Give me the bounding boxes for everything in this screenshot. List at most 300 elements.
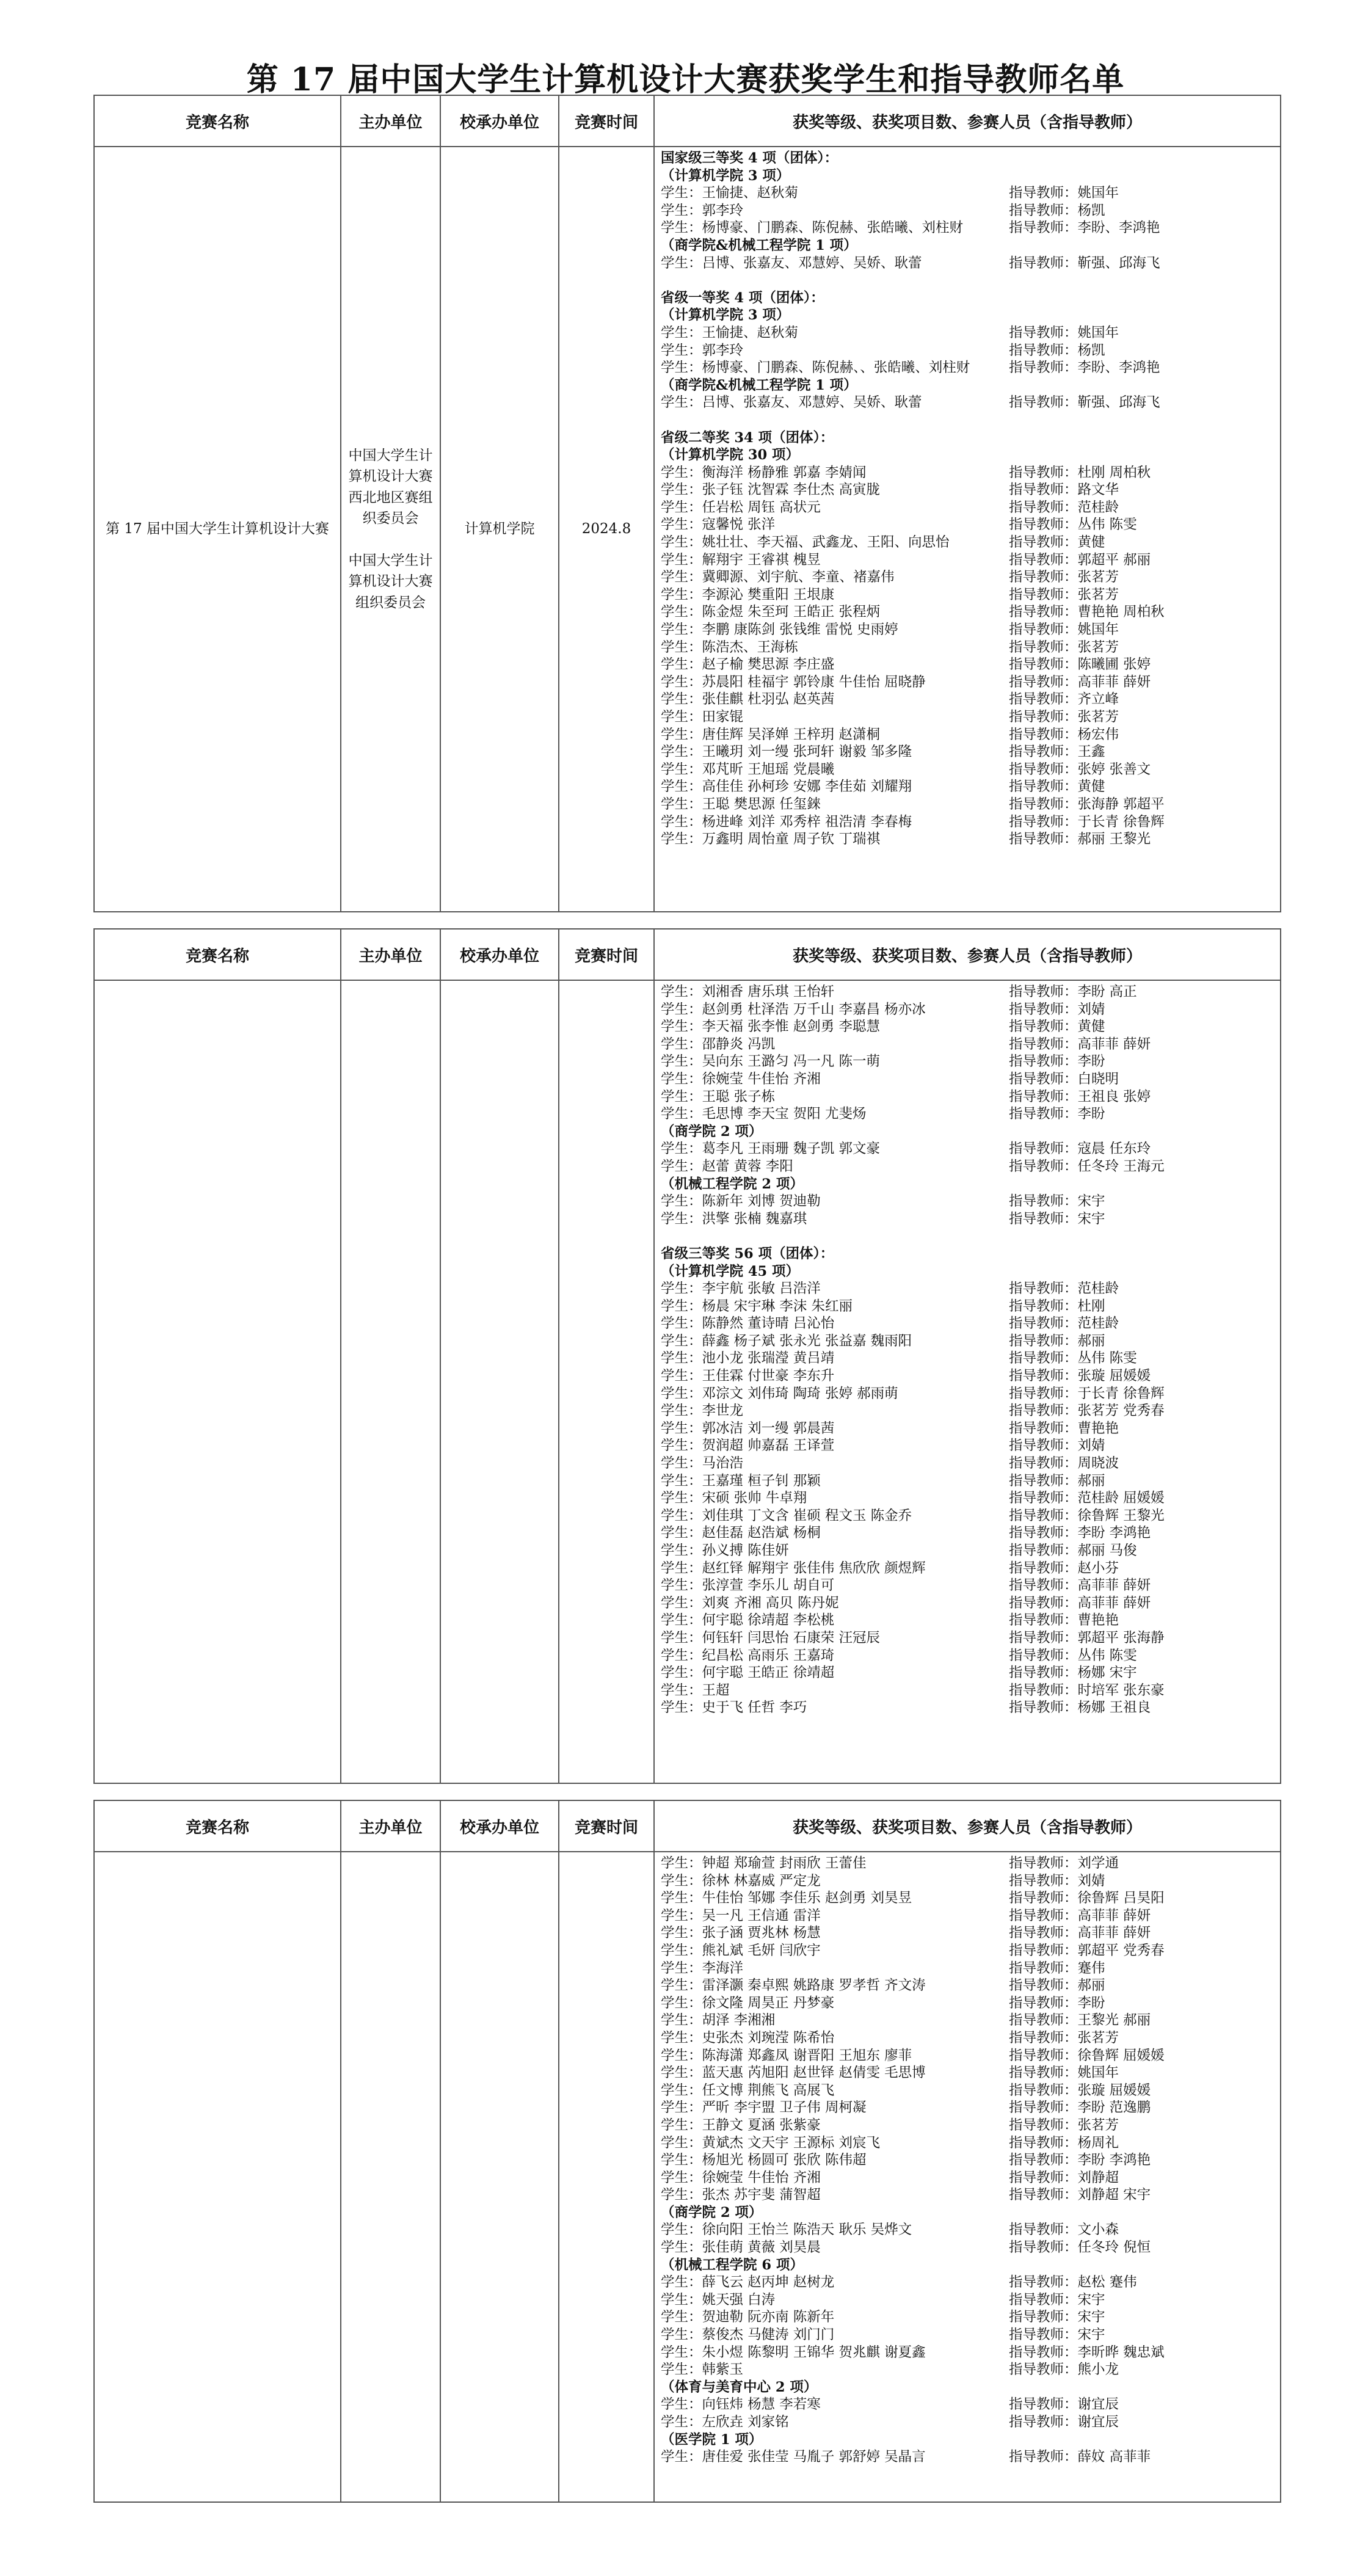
instructors: 指导教师：刘婧 xyxy=(1009,1438,1105,1454)
instructors: 指导教师：李昕晔 魏忠斌 xyxy=(1009,2344,1165,2360)
students: 学生：向钰炜 杨慧 李若寒 xyxy=(661,2396,821,2413)
students: 学生：张杰 苏宇斐 蒲智超 xyxy=(661,2187,821,2203)
instructors: 指导教师：刘婧 xyxy=(1009,1872,1105,1889)
students: 学生：郭冰洁 刘一缦 郭晨茜 xyxy=(661,1420,835,1436)
list-item xyxy=(661,1437,1274,1455)
list-item xyxy=(661,1350,1274,1367)
award-group-heading: （计算机学院 3 项） xyxy=(661,307,790,324)
students: 学生：张佳萌 黄薇 刘昊晨 xyxy=(661,2239,821,2256)
list-item xyxy=(661,1472,1274,1490)
students: 学生：赵剑勇 杜泽浩 万千山 李嘉昌 杨亦冰 xyxy=(661,1001,926,1017)
list-item xyxy=(661,1682,1274,1700)
list-item xyxy=(661,743,1274,761)
instructors: 指导教师：姚国年 xyxy=(1009,2065,1119,2081)
students: 学生：徐文隆 周昊正 丹梦豪 xyxy=(661,1995,835,2011)
instructors: 指导教师：李盼 范逸鹏 xyxy=(1009,2100,1151,2116)
list-item xyxy=(661,796,1274,813)
instructors: 指导教师：赵松 蹇伟 xyxy=(1009,2274,1137,2291)
host-unit: 计算机学院 xyxy=(440,147,559,912)
students: 学生：陈新年 刘博 贺迪勒 xyxy=(661,1193,821,1210)
students: 学生：刘佳琪 丁文含 崔硕 程文玉 陈金乔 xyxy=(661,1507,912,1524)
list-item xyxy=(661,219,1274,237)
students: 学生：杨进峰 刘洋 邓秀梓 祖浩清 李春梅 xyxy=(661,813,912,830)
list-item xyxy=(661,1402,1274,1420)
list-item xyxy=(661,831,1274,848)
students: 学生：唐佳辉 吴泽婵 王梓玥 赵潇桐 xyxy=(661,726,880,743)
table-header-row xyxy=(94,1800,1281,1852)
students: 学生：贺润超 帅嘉磊 王译萱 xyxy=(661,1438,835,1454)
list-item xyxy=(661,983,1274,1001)
list-item xyxy=(661,1385,1274,1403)
table-header-row xyxy=(94,929,1281,980)
instructors: 指导教师：齐立峰 xyxy=(1009,691,1119,708)
students: 学生：蔡俊杰 马健涛 刘门门 xyxy=(661,2327,835,2343)
list-item xyxy=(661,1333,1274,1350)
students: 学生：王佳霖 付世豪 李东升 xyxy=(661,1368,835,1384)
list-item xyxy=(661,2012,1274,2029)
list-item xyxy=(661,499,1274,517)
list-item xyxy=(661,1977,1274,1995)
list-item xyxy=(661,184,1274,202)
instructors: 指导教师：张茗芳 xyxy=(1009,569,1119,586)
students: 学生：杨博豪、门鹏森、陈倪赫、张皓曦、刘柱财 xyxy=(661,220,964,236)
students: 学生：左欣垚 刘家铭 xyxy=(661,2414,789,2430)
students: 学生：张淳萱 李乐儿 胡自可 xyxy=(661,1577,835,1594)
students: 学生：薛飞云 赵丙坤 赵树龙 xyxy=(661,2274,835,2291)
instructors: 指导教师：郭超平 郝丽 xyxy=(1009,551,1151,568)
list-item xyxy=(661,534,1274,551)
instructors: 指导教师：谢宜辰 xyxy=(1009,2414,1119,2430)
instructors: 指导教师：黄健 xyxy=(1009,534,1105,551)
students: 学生：寇馨悦 张洋 xyxy=(661,517,776,533)
list-item xyxy=(661,813,1274,831)
students: 学生：池小龙 张瑞瀅 黄吕靖 xyxy=(661,1350,835,1367)
instructors: 指导教师：杨娜 宋宇 xyxy=(1009,1665,1137,1681)
instructors: 指导教师：高菲菲 薛妍 xyxy=(1009,1577,1151,1594)
list-item xyxy=(661,1210,1274,1228)
students: 学生：李世龙 xyxy=(661,1403,744,1419)
award-details xyxy=(654,147,1281,912)
instructors: 指导教师：宋宇 xyxy=(1009,2327,1105,2343)
list-item xyxy=(661,2291,1274,2309)
list-item xyxy=(661,202,1274,220)
instructors: 指导教师：李盼 高正 xyxy=(1009,984,1137,1000)
instructors: 指导教师：刘静超 xyxy=(1009,2169,1119,2186)
instructors: 指导教师：任冬玲 倪恒 xyxy=(1009,2239,1151,2256)
competition-name: 第 17 届中国大学生计算机设计大赛 xyxy=(94,147,341,912)
list-item xyxy=(661,1193,1274,1210)
list-item xyxy=(661,324,1274,342)
list-item xyxy=(661,708,1274,726)
students: 学生：王聪 樊思源 任玺錸 xyxy=(661,796,821,812)
instructors: 指导教师：宋宇 xyxy=(1009,2291,1105,2308)
list-item xyxy=(661,1960,1274,1977)
list-item xyxy=(661,1036,1274,1053)
list-item xyxy=(661,2344,1274,2362)
list-item xyxy=(661,1577,1274,1595)
instructors: 指导教师：丛伟 陈雯 xyxy=(1009,517,1137,533)
award-group-heading: 省级二等奖 34 项（团体）： xyxy=(661,429,834,446)
instructors: 指导教师：李盼、李鸿艳 xyxy=(1009,220,1160,236)
award-group-heading: 国家级三等奖 4 项（团体）： xyxy=(661,150,838,166)
students: 学生：史张杰 刘琬滢 陈希怡 xyxy=(661,2029,835,2046)
students: 学生：徐向阳 王怡兰 陈浩天 耿乐 吴烨文 xyxy=(661,2222,912,2238)
header-competition-name: 竞赛名称 xyxy=(94,1800,341,1852)
organizer-national: 中国大学生计算机设计大赛组织委员会 xyxy=(348,552,433,611)
award-group-heading: （商学院 2 项） xyxy=(661,2204,763,2221)
students: 学生：葛李凡 王雨珊 魏子凯 郭文豪 xyxy=(661,1141,880,1157)
instructors: 指导教师：宋宇 xyxy=(1009,2309,1105,2326)
instructors: 指导教师：张婷 张善文 xyxy=(1009,761,1151,777)
instructors: 指导教师：范桂龄 屈媛媛 xyxy=(1009,1490,1165,1507)
instructors: 指导教师：徐鲁辉 吕昊阳 xyxy=(1009,1890,1165,1907)
list-item xyxy=(661,1455,1274,1472)
students: 学生：张子钰 沈智霖 李仕杰 高寅胧 xyxy=(661,482,880,498)
instructors: 指导教师：范桂龄 xyxy=(1009,1315,1119,1332)
list-item xyxy=(661,1420,1274,1438)
instructors: 指导教师：刘学通 xyxy=(1009,1855,1119,1871)
students: 学生：吕博、张嘉友、邓慧婷、吴娇、耿蕾 xyxy=(661,255,922,271)
list-item xyxy=(661,481,1274,499)
organizer-cell xyxy=(341,147,440,912)
students: 学生：马治浩 xyxy=(661,1455,744,1472)
list-item xyxy=(661,621,1274,639)
list-item xyxy=(661,2414,1274,2431)
students: 学生：刘爽 齐湘 高贝 陈丹妮 xyxy=(661,1595,839,1611)
instructors: 指导教师：张茗芳 xyxy=(1009,2029,1119,2046)
students: 学生：史于飞 任哲 李巧 xyxy=(661,1700,807,1716)
instructors: 指导教师：高菲菲 薛妍 xyxy=(1009,1036,1151,1052)
list-item xyxy=(661,1140,1274,1158)
students: 学生：郭李玲 xyxy=(661,202,744,219)
list-item xyxy=(661,2309,1274,2326)
students: 学生：陈海潇 郑鑫凤 谢晋阳 王旭东 廖菲 xyxy=(661,2047,912,2064)
instructors: 指导教师：刘婧 xyxy=(1009,1001,1105,1017)
students: 学生：万鑫明 周怡童 周子钦 丁瑞祺 xyxy=(661,831,880,848)
students: 学生：吴向东 王潞匀 冯一凡 陈一萌 xyxy=(661,1053,880,1070)
students: 学生：黄斌杰 文天宇 王源标 刘宸飞 xyxy=(661,2134,880,2151)
award-table-page-1 xyxy=(93,95,1281,912)
list-item xyxy=(661,1088,1274,1106)
instructors: 指导教师：黄健 xyxy=(1009,779,1105,795)
students: 学生：钟超 郑瑜萱 封雨欣 王蕾佳 xyxy=(661,1855,867,1871)
instructors: 指导教师：王黎光 郝丽 xyxy=(1009,2012,1151,2029)
instructors: 指导教师：高菲菲 薛妍 xyxy=(1009,1907,1151,1924)
instructors: 指导教师：姚国年 xyxy=(1009,622,1119,638)
award-group-heading: （计算机学院 30 项） xyxy=(661,447,799,464)
list-item xyxy=(661,1542,1274,1560)
list-item xyxy=(661,726,1274,744)
instructors: 指导教师：郝丽 xyxy=(1009,1977,1105,1994)
students: 学生：赵红铎 解翔宇 张佳伟 焦欣欣 颜煜辉 xyxy=(661,1560,926,1576)
instructors: 指导教师：李盼 xyxy=(1009,1106,1105,1122)
award-table-page-3 xyxy=(93,1800,1281,2503)
list-item xyxy=(661,394,1274,412)
instructors: 指导教师：范桂龄 xyxy=(1009,1281,1119,1297)
award-group-heading: （机械工程学院 2 项） xyxy=(661,1176,804,1192)
students: 学生：何宇聪 徐靖超 李松桃 xyxy=(661,1612,835,1629)
instructors: 指导教师：张海静 郭超平 xyxy=(1009,796,1165,812)
students: 学生：吕博、张嘉友、邓慧婷、吴娇、耿蕾 xyxy=(661,395,922,411)
students: 学生：何宇聪 王皓正 徐靖超 xyxy=(661,1665,835,1681)
header-award-details: 获奖等级、获奖项目数、参赛人员（含指导教师） xyxy=(654,929,1281,980)
header-host-unit: 校承办单位 xyxy=(440,95,559,147)
instructors: 指导教师：郭超平 党秀春 xyxy=(1009,1942,1165,1959)
table-header-row xyxy=(94,95,1281,147)
students: 学生：邓淙文 刘伟琦 陶琦 张婷 郝雨萌 xyxy=(661,1385,898,1402)
list-item xyxy=(661,691,1274,708)
header-host-unit: 校承办单位 xyxy=(440,929,559,980)
list-item xyxy=(661,2064,1274,2082)
students: 学生：吴一凡 王信通 雷洋 xyxy=(661,1907,821,1924)
instructors: 指导教师：陈曦圃 张婷 xyxy=(1009,657,1151,673)
students: 学生：衡海洋 杨静雅 郭嘉 李婧闻 xyxy=(661,464,867,481)
list-item xyxy=(661,551,1274,569)
students: 学生：陈金煜 朱至珂 王皓正 张程炳 xyxy=(661,604,880,620)
students: 学生：王静文 夏涵 张紫豪 xyxy=(661,2117,821,2133)
students: 学生：李源沁 樊重阳 王垠康 xyxy=(661,586,835,603)
students: 学生：姚天强 白涛 xyxy=(661,2291,776,2308)
instructors: 指导教师：于长青 徐鲁辉 xyxy=(1009,813,1165,830)
list-item xyxy=(661,2099,1274,2117)
instructors: 指导教师：宋宇 xyxy=(1009,1210,1105,1227)
instructors: 指导教师：张茗芳 xyxy=(1009,709,1119,725)
instructors: 指导教师：蹇伟 xyxy=(1009,1960,1105,1976)
students: 学生：毛思博 李天宝 贺阳 尤斐炀 xyxy=(661,1106,867,1122)
list-item xyxy=(661,1071,1274,1088)
header-time: 竞赛时间 xyxy=(559,1800,654,1852)
instructors: 指导教师：姚国年 xyxy=(1009,185,1119,202)
students: 学生：孙义搏 陈佳妍 xyxy=(661,1543,789,1559)
list-item xyxy=(661,1924,1274,1942)
instructors: 指导教师：徐鲁辉 屈媛媛 xyxy=(1009,2047,1165,2064)
spacer xyxy=(661,272,1274,289)
instructors: 指导教师：郭超平 张海静 xyxy=(1009,1629,1165,1646)
list-item xyxy=(661,1629,1274,1647)
list-item xyxy=(661,1315,1274,1333)
header-award-details: 获奖等级、获奖项目数、参赛人员（含指导教师） xyxy=(654,1800,1281,1852)
students: 学生：陈浩杰、王海栋 xyxy=(661,639,799,655)
list-item xyxy=(661,2326,1274,2344)
page-title: 第 17 届中国大学生计算机设计大赛获奖学生和指导教师名单 xyxy=(246,61,1125,98)
students: 学生：李天福 张李惟 赵剑勇 李聪慧 xyxy=(661,1019,880,1035)
list-item xyxy=(661,1699,1274,1717)
instructors: 指导教师：任冬玲 王海元 xyxy=(1009,1158,1165,1174)
students: 学生：贺迪勒 阮亦南 陈新年 xyxy=(661,2309,835,2326)
students: 学生：赵佳磊 赵浩斌 杨桐 xyxy=(661,1525,821,1541)
list-item xyxy=(661,1612,1274,1629)
students: 学生：何钰轩 闫思怡 石康荣 汪冠辰 xyxy=(661,1629,880,1646)
instructors: 指导教师：张璇 屈媛媛 xyxy=(1009,2082,1151,2098)
list-item xyxy=(661,1507,1274,1525)
instructors: 指导教师：赵小芬 xyxy=(1009,1560,1119,1576)
instructors: 指导教师：王鑫 xyxy=(1009,744,1105,760)
list-item xyxy=(661,1995,1274,2012)
instructors: 指导教师：曹艳艳 xyxy=(1009,1420,1119,1436)
award-details xyxy=(654,1852,1281,2502)
list-item xyxy=(661,1872,1274,1890)
instructors: 指导教师：郝丽 马俊 xyxy=(1009,1543,1137,1559)
list-item xyxy=(661,603,1274,621)
list-item xyxy=(661,1280,1274,1298)
list-item xyxy=(661,359,1274,377)
list-item xyxy=(661,1367,1274,1385)
students: 学生：徐婉莹 牛佳怡 齐湘 xyxy=(661,1071,821,1087)
instructors: 指导教师：杨宏伟 xyxy=(1009,726,1119,743)
list-item xyxy=(661,1664,1274,1682)
spacer xyxy=(661,412,1274,429)
instructors: 指导教师：白晓明 xyxy=(1009,1071,1119,1087)
instructors: 指导教师：宋宇 xyxy=(1009,1193,1105,1210)
students: 学生：王愉捷、赵秋菊 xyxy=(661,185,799,202)
students: 学生：徐婉莹 牛佳怡 齐湘 xyxy=(661,2169,821,2186)
students: 学生：苏晨阳 桂福宇 郭铃康 牛佳怡 屈晓静 xyxy=(661,674,926,690)
instructors: 指导教师：黄健 xyxy=(1009,1019,1105,1035)
instructors: 指导教师：张璇 屈媛媛 xyxy=(1009,1368,1151,1384)
instructors: 指导教师：姚国年 xyxy=(1009,324,1119,341)
list-item xyxy=(661,342,1274,360)
students: 学生：邵静炎 冯凯 xyxy=(661,1036,776,1052)
instructors: 指导教师：高菲菲 薛妍 xyxy=(1009,674,1151,690)
list-item xyxy=(661,2186,1274,2204)
list-item xyxy=(661,2361,1274,2379)
list-item xyxy=(661,1298,1274,1315)
instructors: 指导教师：张茗芳 党秀春 xyxy=(1009,1403,1165,1419)
instructors: 指导教师：郝丽 xyxy=(1009,1333,1105,1349)
students: 学生：陈静然 董诗晴 吕沁怡 xyxy=(661,1315,835,1332)
instructors: 指导教师：李盼 李鸿艳 xyxy=(1009,2152,1151,2169)
students: 学生：牛佳怡 邹娜 李佳乐 赵剑勇 刘昊昱 xyxy=(661,1890,912,1907)
list-item xyxy=(661,2274,1274,2291)
instructors: 指导教师：杨娜 王祖良 xyxy=(1009,1700,1151,1716)
list-item xyxy=(661,586,1274,604)
list-item xyxy=(661,569,1274,586)
table-row xyxy=(94,980,1281,1783)
header-competition-name: 竞赛名称 xyxy=(94,929,341,980)
students: 学生：任文博 荆熊飞 高展飞 xyxy=(661,2082,835,2098)
list-item xyxy=(661,464,1274,482)
instructors: 指导教师：靳强、邱海飞 xyxy=(1009,255,1160,271)
instructors: 指导教师：徐鲁辉 王黎光 xyxy=(1009,1507,1165,1524)
instructors: 指导教师：刘静超 宋宇 xyxy=(1009,2187,1151,2203)
instructors: 指导教师：张茗芳 xyxy=(1009,586,1119,603)
instructors: 指导教师：高菲菲 薛妍 xyxy=(1009,1595,1151,1611)
students: 学生：杨旭光 杨圆可 张欣 陈伟超 xyxy=(661,2152,867,2169)
list-item xyxy=(661,1524,1274,1542)
students: 学生：严昕 李宇盟 卫子伟 周柯凝 xyxy=(661,2100,867,2116)
students: 学生：宋硕 张帅 牛卓翔 xyxy=(661,1490,807,1507)
students: 学生：熊礼斌 毛妍 闫欣宇 xyxy=(661,1942,821,1959)
students: 学生：王曦玥 刘一缦 张珂轩 谢毅 邹多隆 xyxy=(661,744,912,760)
list-item xyxy=(661,2082,1274,2100)
students: 学生：李鹏 康陈剑 张钱维 雷悦 史雨婷 xyxy=(661,622,898,638)
instructors: 指导教师：王祖良 张婷 xyxy=(1009,1088,1151,1105)
list-item xyxy=(661,1855,1274,1872)
list-item xyxy=(661,2134,1274,2152)
students: 学生：唐佳爱 张佳莹 马胤子 郭舒婷 吴晶言 xyxy=(661,2449,926,2465)
students: 学生：徐林 林嘉威 严定龙 xyxy=(661,1872,821,1889)
list-item xyxy=(661,2221,1274,2239)
instructors: 指导教师：李盼 李鸿艳 xyxy=(1009,1525,1151,1541)
students: 学生：雷泽灏 秦卓熙 姚路康 罗孝哲 齐文涛 xyxy=(661,1977,926,1994)
award-table-page-2 xyxy=(93,928,1281,1784)
students: 学生：胡泽 李湘湘 xyxy=(661,2012,776,2029)
instructors: 指导教师：杜刚 周柏秋 xyxy=(1009,464,1151,481)
table-row xyxy=(94,147,1281,912)
award-group-heading: 省级三等奖 56 项（团体）： xyxy=(661,1245,834,1262)
instructors: 指导教师：张茗芳 xyxy=(1009,639,1119,655)
list-item xyxy=(661,1001,1274,1019)
instructors: 指导教师：薛妏 高菲菲 xyxy=(1009,2449,1151,2465)
list-item xyxy=(661,1158,1274,1176)
instructors: 指导教师：寇晨 任东玲 xyxy=(1009,1141,1151,1157)
list-item xyxy=(661,2448,1274,2466)
list-item xyxy=(661,1647,1274,1665)
students: 学生：任岩松 周钰 高状元 xyxy=(661,499,821,515)
list-item xyxy=(661,1105,1274,1123)
list-item xyxy=(661,2169,1274,2187)
award-details xyxy=(654,980,1281,1783)
award-group-heading: （计算机学院 45 项） xyxy=(661,1263,799,1279)
list-item xyxy=(661,1490,1274,1507)
students: 学生：张佳麒 杜羽弘 赵英茜 xyxy=(661,691,835,708)
students: 学生：王聪 张子栋 xyxy=(661,1088,776,1105)
instructors: 指导教师：杨周礼 xyxy=(1009,2134,1119,2151)
header-award-details: 获奖等级、获奖项目数、参赛人员（含指导教师） xyxy=(654,95,1281,147)
list-item xyxy=(661,1942,1274,1960)
instructors: 指导教师：靳强、邱海飞 xyxy=(1009,395,1160,411)
students: 学生：王超 xyxy=(661,1682,730,1698)
award-group-heading: （计算机学院 3 项） xyxy=(661,167,790,184)
instructors: 指导教师：张茗芳 xyxy=(1009,2117,1119,2133)
header-time: 竞赛时间 xyxy=(559,95,654,147)
list-item xyxy=(661,639,1274,657)
instructors: 指导教师：于长青 徐鲁辉 xyxy=(1009,1385,1165,1402)
instructors: 指导教师：丛伟 陈雯 xyxy=(1009,1350,1137,1367)
students: 学生：赵蕾 黄蓉 李阳 xyxy=(661,1158,793,1174)
list-item xyxy=(661,656,1274,674)
instructors: 指导教师：丛伟 陈雯 xyxy=(1009,1647,1137,1664)
list-item xyxy=(661,1560,1274,1577)
competition-time: 2024.8 xyxy=(559,147,654,912)
students: 学生：姚壮壮、李天福、武鑫龙、王阳、向思怡 xyxy=(661,534,950,551)
students: 学生：赵子榆 樊思源 李庄盛 xyxy=(661,657,835,673)
instructors: 指导教师：文小森 xyxy=(1009,2222,1119,2238)
award-group-heading: （商学院 2 项） xyxy=(661,1123,763,1140)
instructors: 指导教师：曹艳艳 xyxy=(1009,1612,1119,1629)
list-item xyxy=(661,1018,1274,1036)
list-item xyxy=(661,2239,1274,2257)
list-item xyxy=(661,2117,1274,2134)
students: 学生：蓝天惠 芮旭阳 赵世铎 赵倩雯 毛思博 xyxy=(661,2065,926,2081)
instructors: 指导教师：范桂龄 xyxy=(1009,499,1119,515)
header-host-unit: 校承办单位 xyxy=(440,1800,559,1852)
instructors: 指导教师：郝丽 王黎光 xyxy=(1009,831,1151,848)
award-group-heading: 省级一等奖 4 项（团体）： xyxy=(661,289,824,306)
header-competition-name: 竞赛名称 xyxy=(94,95,341,147)
spacer xyxy=(661,1228,1274,1245)
students: 学生：王嘉瑾 桓子钊 那颖 xyxy=(661,1472,821,1489)
students: 学生：杨博豪、门鹏森、陈倪赫、、张皓曦、刘柱财 xyxy=(661,360,970,376)
students: 学生：洪擎 张楠 魏嘉琪 xyxy=(661,1210,807,1227)
list-item xyxy=(661,2029,1274,2047)
list-item xyxy=(661,778,1274,796)
header-organizer: 主办单位 xyxy=(341,1800,440,1852)
students: 学生：高佳佳 孙柯珍 安娜 李佳茹 刘耀翔 xyxy=(661,779,912,795)
instructors: 指导教师：曹艳艳 周柏秋 xyxy=(1009,604,1165,620)
award-group-heading: （医学院 1 项） xyxy=(661,2431,763,2448)
header-time: 竞赛时间 xyxy=(559,929,654,980)
